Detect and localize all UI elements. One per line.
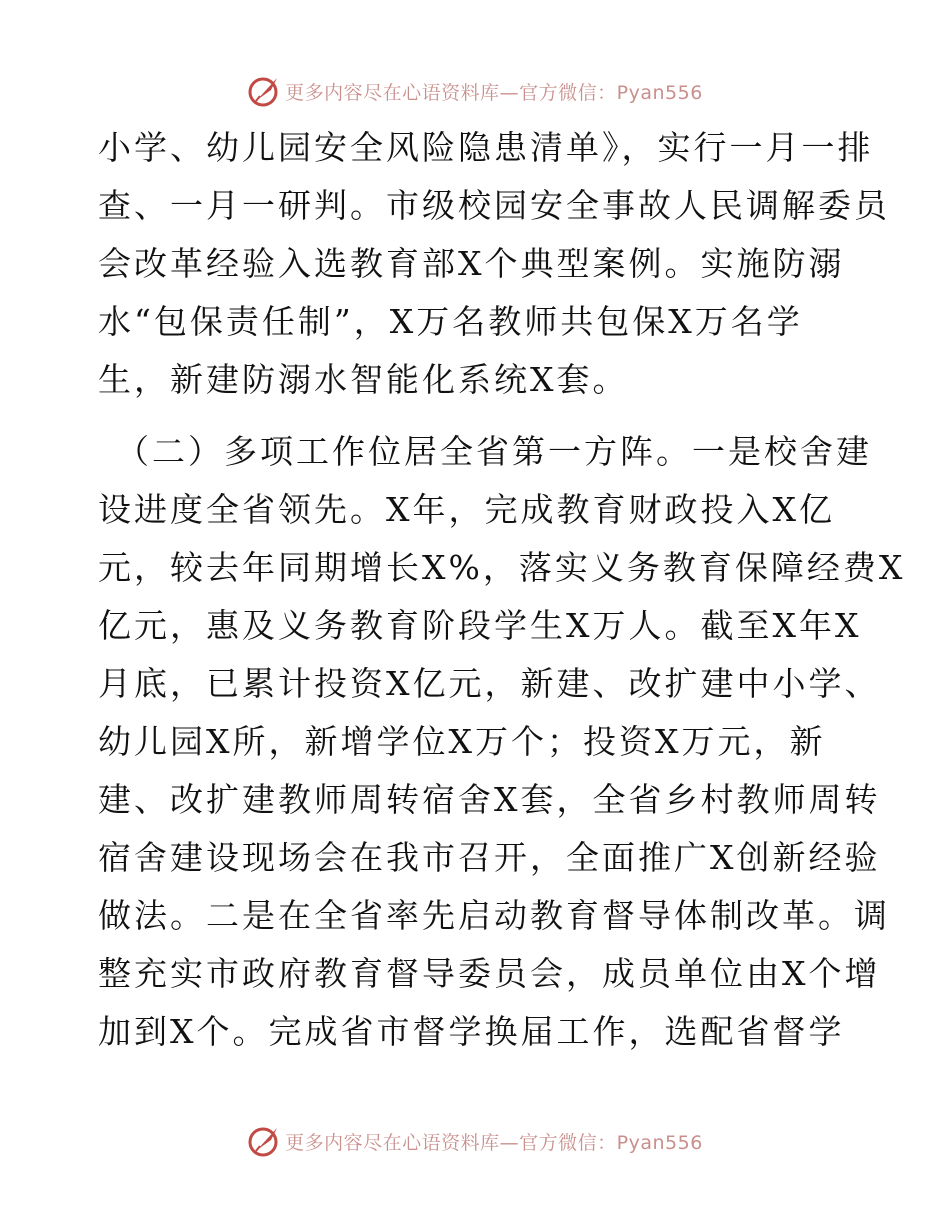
body-line: 月底，已累计投资X亿元，新建、改扩建中小学、 [98,664,881,703]
body-line: 亿元，惠及义务教育阶段学生X万人。截至X年X [98,606,862,645]
body-line: 做法。二是在全省率先启动教育督导体制改革。调 [98,896,890,935]
body-line: 建、改扩建教师周转宿舍X套，全省乡村教师周转 [98,780,881,819]
body-line: 小学、幼儿园安全风险隐患清单》，实行一月一排 [98,128,874,167]
body-line: 幼儿园X所，新增学位X万个；投资X万元，新 [98,722,826,761]
body-line: 宿舍建设现场会在我市召开，全面推广X创新经验 [98,838,881,877]
body-line: 生，新建防溺水智能化系统X套。 [98,360,629,399]
body-line: 会改革经验入选教育部X个典型案例。实施防溺 [98,244,845,283]
body-line: 设进度全省领先。X年，完成教育财政投入X亿 [98,490,835,529]
quill-logo-icon [247,1124,281,1158]
body-line: 水“包保责任制”，X万名教师共包保X万名学 [98,302,803,341]
quill-logo-icon [247,74,281,108]
body-line: 查、一月一研判。市级校园安全事故人民调解委员 [98,186,890,225]
body-line: 元，较去年同期增长X%，落实义务教育保障经费X [98,548,906,587]
body-line: 加到X个。完成省市督学换届工作，选配省督学 [98,1012,845,1051]
footer-watermark [0,1124,950,1158]
section-heading-line: （二）多项工作位居全省第一方阵。一是校舍建 [116,432,872,471]
header-watermark [0,74,950,108]
body-line: 整充实市政府教育督导委员会，成员单位由X个增 [98,954,881,993]
watermark-text: 更多内容尽在心语资料库—官方微信：Pyan556 [285,81,703,104]
watermark-text: 更多内容尽在心语资料库—官方微信：Pyan556 [285,1131,703,1154]
